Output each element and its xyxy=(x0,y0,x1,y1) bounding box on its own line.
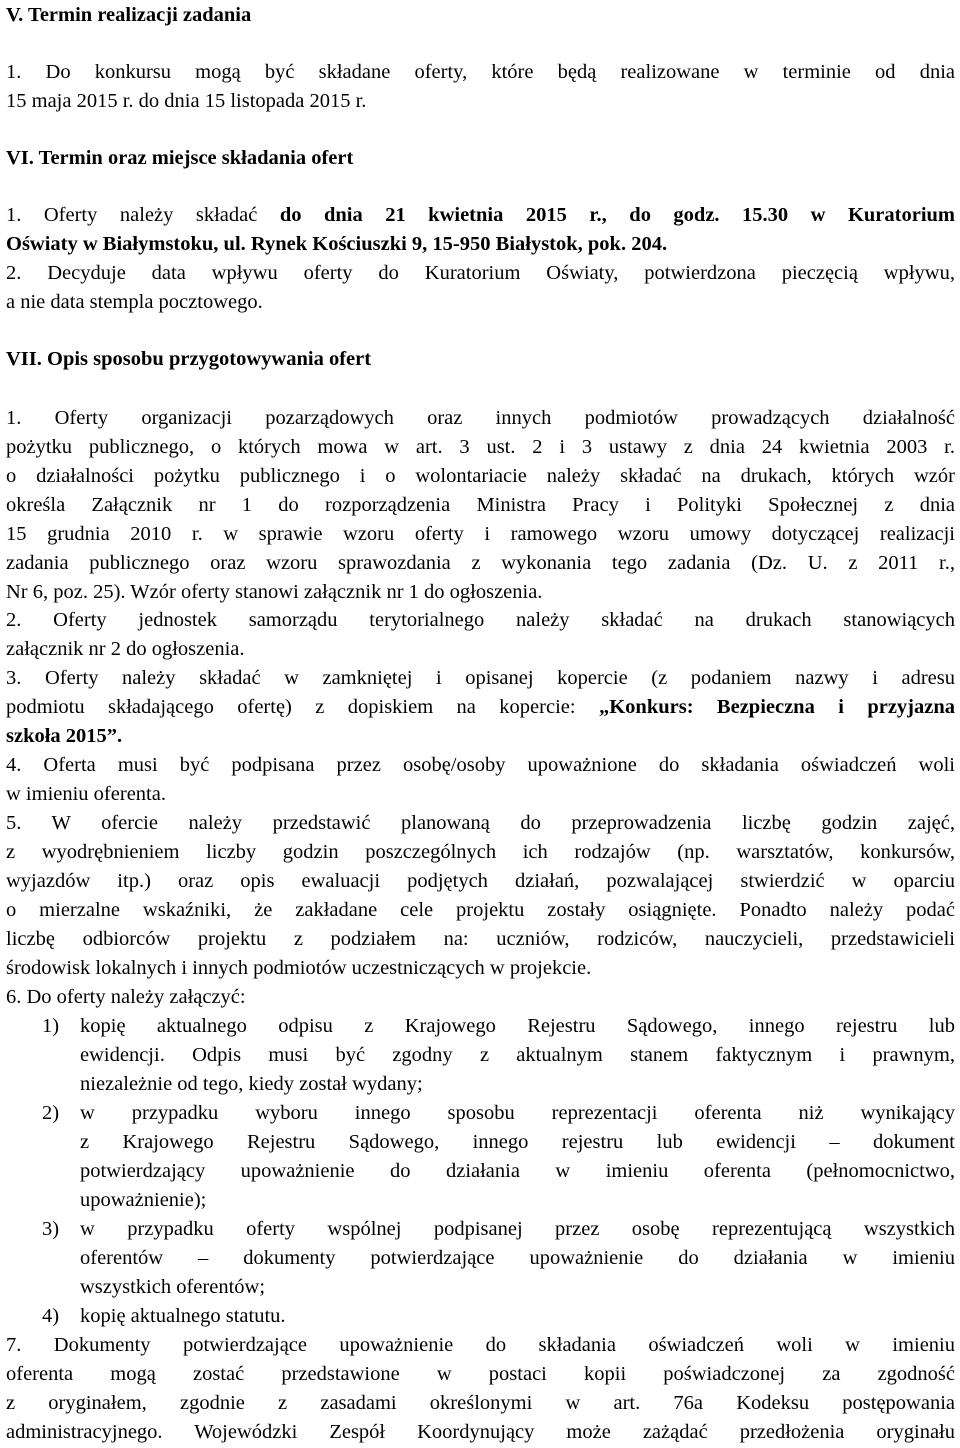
attachment-line: ewidencji. Odpis musi być zgodny z aktualnym stanem faktycznym i prawnym, xyxy=(80,1044,955,1066)
section-v-item-1-line-1: 1. Do konkursu mogą być składane oferty, które będą realizowane w terminie od dnia xyxy=(6,61,955,83)
section-vii-item-3-lead: podmiotu składającego ofertę) z dopiskiem na kopercie: xyxy=(6,696,599,718)
attachment-number: 2) xyxy=(42,1102,60,1124)
attachment-line: z Krajowego Rejestru Sądowego, innego rejestru lub ewidencji – dokument xyxy=(80,1131,955,1153)
section-vi-heading: VI. Termin oraz miejsce składania ofert xyxy=(6,147,354,169)
attachment-line: wszystkich oferentów; xyxy=(80,1276,266,1298)
attachment-line: kopię aktualnego statutu. xyxy=(80,1305,286,1327)
attachment-line: potwierdzający upoważnienie do działania w imieniu oferenta (pełnomocnictwo, xyxy=(80,1160,955,1182)
section-vii-item-3-line-3: szkoła 2015”. xyxy=(6,725,123,747)
section-vii-line: z wyodrębnieniem liczby godzin poszczególnych ich rodzajów (np. warsztatów, konkursów, xyxy=(6,841,955,863)
section-vii-item-7-line: z oryginałem, zgodnie z zasadami określonymi w art. 76a Kodeksu postępowania xyxy=(6,1392,955,1414)
section-vii-item-7-line: 7. Dokumenty potwierdzające upoważnienie do składania oświadczeń woli w imieniu xyxy=(6,1334,955,1356)
section-vi-item-2-line-1: 2. Decyduje data wpływu oferty do Kuratorium Oświaty, potwierdzona pieczęcią wpływu, xyxy=(6,262,955,284)
section-vii-line: liczbę odbiorców projektu z podziałem na: uczniów, rodziców, nauczycieli, przedstawicieli xyxy=(6,928,955,950)
section-vii-line: 2. Oferty jednostek samorządu terytorialnego należy składać na drukach stanowiących xyxy=(6,609,955,631)
section-vi-item-1-line-2: Oświaty w Białymstoku, ul. Rynek Kościuszki 9, 15-950 Białystok, pok. 204. xyxy=(6,233,668,255)
section-v-item-1-line-2: 15 maja 2015 r. do dnia 15 listopada 2015 r. xyxy=(6,90,367,112)
section-vi-item-2-line-2: a nie data stempla pocztowego. xyxy=(6,291,263,313)
section-vii-line: 15 grudnia 2010 r. w sprawie wzoru oferty i ramowego wzoru umowy dotyczącej realizacji xyxy=(6,523,955,545)
section-vii-item-3-envelope-note: „Konkurs: Bezpieczna i przyjazna xyxy=(598,696,955,718)
section-vii-line: określa Załącznik nr 1 do rozporządzenia Ministra Pracy i Polityki Społecznej z dnia xyxy=(6,494,955,516)
section-vii-item-7-line: administracyjnego. Wojewódzki Zespół Koordynujący może zażądać przedłożenia oryginału xyxy=(6,1421,955,1443)
section-vii-item-3-line-2 xyxy=(6,692,955,722)
section-vii-line: o działalności pożytku publicznego i o wolontariacie należy składać na drukach, których wzór xyxy=(6,465,955,487)
section-vii-line: 6. Do oferty należy załączyć: xyxy=(6,986,246,1008)
section-vi-item-1-deadline: do dnia 21 kwietnia 2015 r., do godz. 15.30 w Kuratorium xyxy=(279,204,956,226)
section-vii-item-7-line: oferenta mogą zostać przedstawione w postaci kopii poświadczonej za zgodność xyxy=(6,1363,955,1385)
attachment-line: w przypadku oferty wspólnej podpisanej przez osobę reprezentującą wszystkich xyxy=(80,1218,955,1240)
attachment-line: w przypadku wyboru innego sposobu reprezentacji oferenta niż wynikający xyxy=(80,1102,955,1124)
attachment-line: niezależnie od tego, kiedy został wydany; xyxy=(80,1073,423,1095)
section-vii-line: 1. Oferty organizacji pozarządowych oraz innych podmiotów prowadzących działalność xyxy=(6,407,955,429)
attachment-number: 3) xyxy=(42,1218,60,1240)
section-vii-line: w imieniu oferenta. xyxy=(6,783,166,805)
attachment-number: 1) xyxy=(42,1015,60,1037)
section-vii-line: Nr 6, poz. 25). Wzór oferty stanowi załącznik nr 1 do ogłoszenia. xyxy=(6,581,543,603)
section-vii-line: załącznik nr 2 do ogłoszenia. xyxy=(6,638,245,660)
attachment-number: 4) xyxy=(42,1305,60,1327)
attachment-line: oferentów – dokumenty potwierdzające upoważnienie do działania w imieniu xyxy=(80,1247,955,1269)
section-vii-line: 5. W ofercie należy przedstawić planowaną do przeprowadzenia liczbę godzin zajęć, xyxy=(6,812,955,834)
attachment-line: upoważnienie); xyxy=(80,1189,207,1211)
section-vii-line: pożytku publicznego, o których mowa w art. 3 ust. 2 i 3 ustawy z dnia 24 kwietnia 2003 r. xyxy=(6,436,955,458)
section-vii-line: zadania publicznego oraz wzoru sprawozdania z wykonania tego zadania (Dz. U. z 2011 r., xyxy=(6,552,955,574)
section-vii-line: wyjazdów itp.) oraz opis ewaluacji podjętych działań, pozwalającej stwierdzić w oparciu xyxy=(6,870,955,892)
section-vii-line: środowisk lokalnych i innych podmiotów uczestniczących w projekcie. xyxy=(6,957,592,979)
section-vii-line: o mierzalne wskaźniki, że zakładane cele projektu zostały osiągnięte. Ponadto należy podać xyxy=(6,899,955,921)
section-vi-item-1-lead: 1. Oferty należy składać xyxy=(6,204,280,226)
attachment-line: kopię aktualnego odpisu z Krajowego Rejestru Sądowego, innego rejestru lub xyxy=(80,1015,955,1037)
section-v-heading: V. Termin realizacji zadania xyxy=(6,4,252,26)
section-vii-line: 4. Oferta musi być podpisana przez osobę/osoby upoważnione do składania oświadczeń woli xyxy=(6,754,955,776)
section-vii-item-3-line-1: 3. Oferty należy składać w zamkniętej i opisanej kopercie (z podaniem nazwy i adresu xyxy=(6,667,955,689)
section-vi-item-1-line-1 xyxy=(6,200,955,230)
section-vii-heading: VII. Opis sposobu przygotowywania ofert xyxy=(6,348,372,370)
